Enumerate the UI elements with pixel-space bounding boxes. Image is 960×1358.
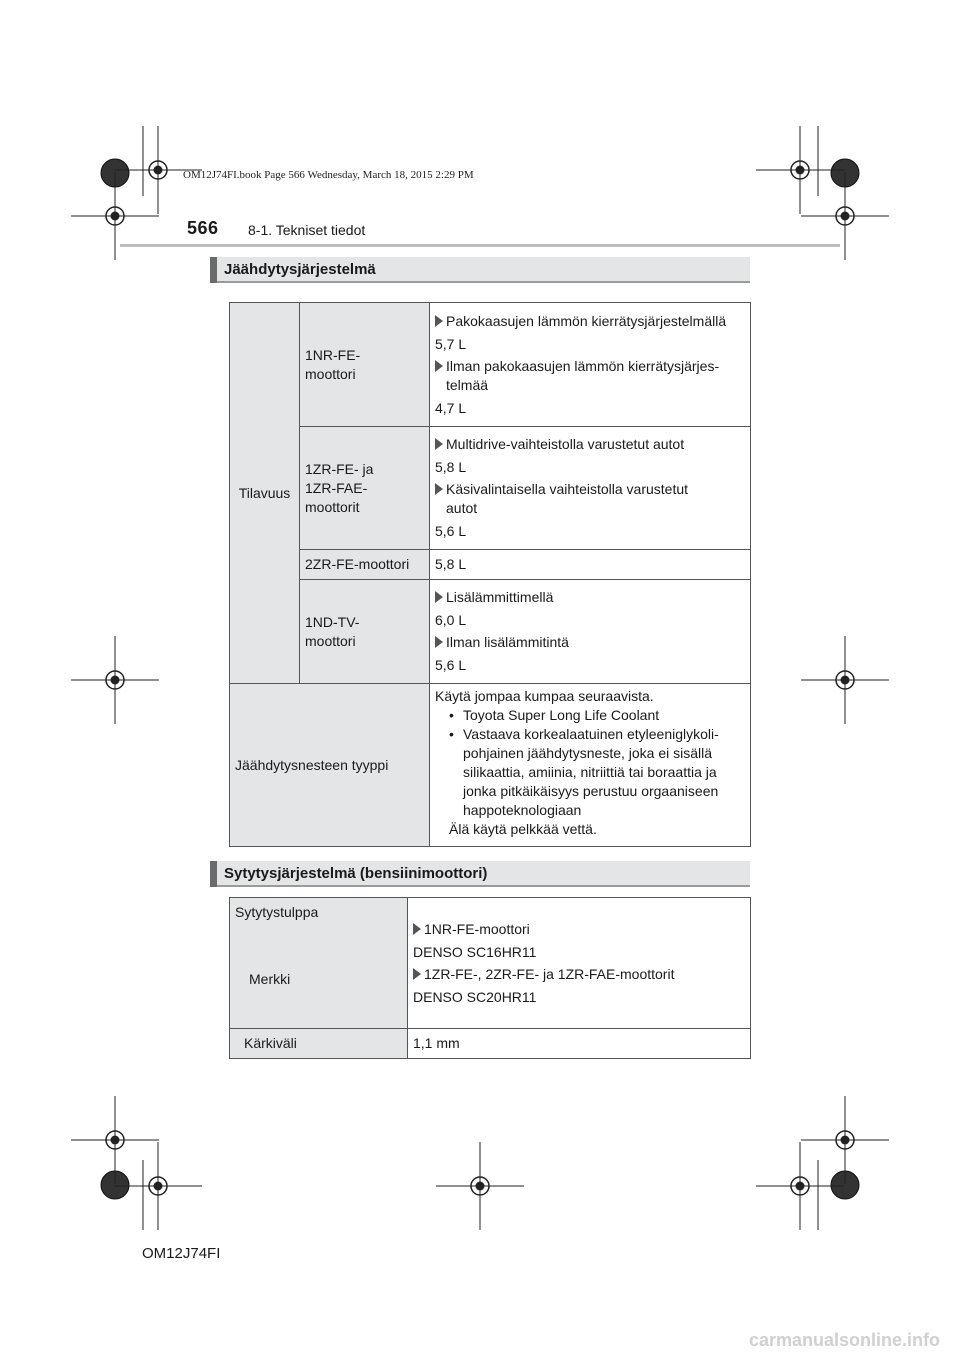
ignition-heading-bar <box>210 861 750 887</box>
table-row <box>230 550 751 580</box>
gap-value: 1,1 mm <box>408 1029 751 1059</box>
list-item: • Toyota Super Long Life Coolant <box>449 707 660 723</box>
coolant-type-label: Jäähdytysnesteen tyyppi <box>230 684 430 847</box>
capacity-cell <box>430 427 751 550</box>
coolant-item: Vastaava korkealaatuinen etyleeniglykoli- pohjainen jäähdytysneste, joka ei sisällä silikaattia, amiinia, nitriittiä tai boraattia ja jonka pitkäikäisyys perustuu orgaaniseen happoteknologiaan <box>463 726 719 818</box>
capacity-value: 5,6 L <box>435 657 467 673</box>
table-row <box>230 303 751 427</box>
triangle-bullet-icon <box>435 483 443 495</box>
ignition-table <box>229 897 751 1059</box>
spark-plug-cell <box>230 898 408 1029</box>
gap-label: Kärkiväli <box>230 1029 408 1059</box>
plug-model: DENSO SC16HR11 <box>413 943 537 960</box>
triangle-bullet-icon <box>413 923 421 935</box>
triangle-bullet-icon <box>413 968 421 980</box>
plug-model: DENSO SC20HR11 <box>413 988 537 1005</box>
coolant-note: Älä käytä pelkkää vettä. <box>449 821 597 837</box>
engine-name: 1ND-TV- moottori <box>300 580 430 684</box>
engine-name: 1ZR-FE- ja 1ZR-FAE- moottorit <box>300 427 430 550</box>
capacity-value: 4,7 L <box>435 399 467 416</box>
triangle-bullet-icon <box>435 591 443 603</box>
make-cell <box>408 898 751 1029</box>
capacity-label: Tilavuus <box>230 303 300 684</box>
table-row <box>230 427 751 550</box>
triangle-bullet-icon <box>435 360 443 372</box>
condition: Käsivalintaisella vaihteistolla varustetut autot <box>446 481 689 516</box>
capacity-value: 6,0 L <box>435 612 467 628</box>
coolant-item: Toyota Super Long Life Coolant <box>463 707 660 723</box>
coolant-cell <box>430 684 751 847</box>
coolant-intro: Käytä jompaa kumpaa seuraavista. <box>435 688 654 704</box>
section-title: 8-1. Tekniset tiedot <box>248 222 366 238</box>
capacity-value: 5,6 L <box>435 523 467 539</box>
triangle-bullet-icon <box>435 315 443 327</box>
watermark: carmanualsonline.info <box>748 1330 940 1350</box>
page-number: 566 <box>187 218 219 238</box>
list-item: • Vastaava korkealaatuinen etyleeniglykoli- pohjainen jäähdytysneste, joka ei sisällä silikaattia, amiinia, nitriittiä tai boraattia ja jonka pitkäikäisyys perustuu orgaaniseen happoteknologiaan <box>449 726 719 818</box>
capacity-cell <box>430 580 751 684</box>
condition: Ilman lisälämmitintä <box>446 634 569 650</box>
triangle-bullet-icon <box>435 636 443 648</box>
engine-name: 2ZR-FE-moottori <box>300 550 430 580</box>
book-info: OM12J74FI.book Page 566 Wednesday, March 18, 2015 2:29 PM <box>183 169 474 181</box>
condition: Pakokaasujen lämmön kierrätysjärjestelmällä <box>446 312 727 329</box>
table-row <box>230 898 751 1029</box>
capacity-value: 5,8 L <box>435 459 467 475</box>
table-row <box>230 1029 751 1059</box>
triangle-bullet-icon <box>435 438 443 450</box>
condition: 1NR-FE-moottori <box>424 920 530 937</box>
condition: Ilman pakokaasujen lämmön kierrätysjärjes- telmää <box>446 357 720 393</box>
table-row <box>230 684 751 847</box>
document-code: OM12J74FI <box>142 1245 221 1262</box>
spark-plug-label: Sytytystulppa <box>235 904 319 920</box>
cooling-heading-bar <box>210 257 750 283</box>
header-rule <box>120 244 840 247</box>
condition: Lisälämmittimellä <box>446 589 554 605</box>
condition: Multidrive-vaihteistolla varustetut autot <box>446 436 685 452</box>
condition: 1ZR-FE-, 2ZR-FE- ja 1ZR-FAE-moottorit <box>424 965 675 982</box>
ignition-heading: Sytytysjärjestelmä (bensiinimoottori) <box>224 865 488 882</box>
table-row <box>230 580 751 684</box>
make-label: Merkki <box>249 971 291 987</box>
engine-name: 1NR-FE- moottori <box>300 303 430 427</box>
capacity-cell <box>430 303 751 427</box>
capacity-value: 5,8 L <box>430 550 751 580</box>
cooling-heading: Jäähdytysjärjestelmä <box>224 261 376 278</box>
cooling-table <box>229 302 751 847</box>
capacity-value: 5,7 L <box>435 335 467 352</box>
